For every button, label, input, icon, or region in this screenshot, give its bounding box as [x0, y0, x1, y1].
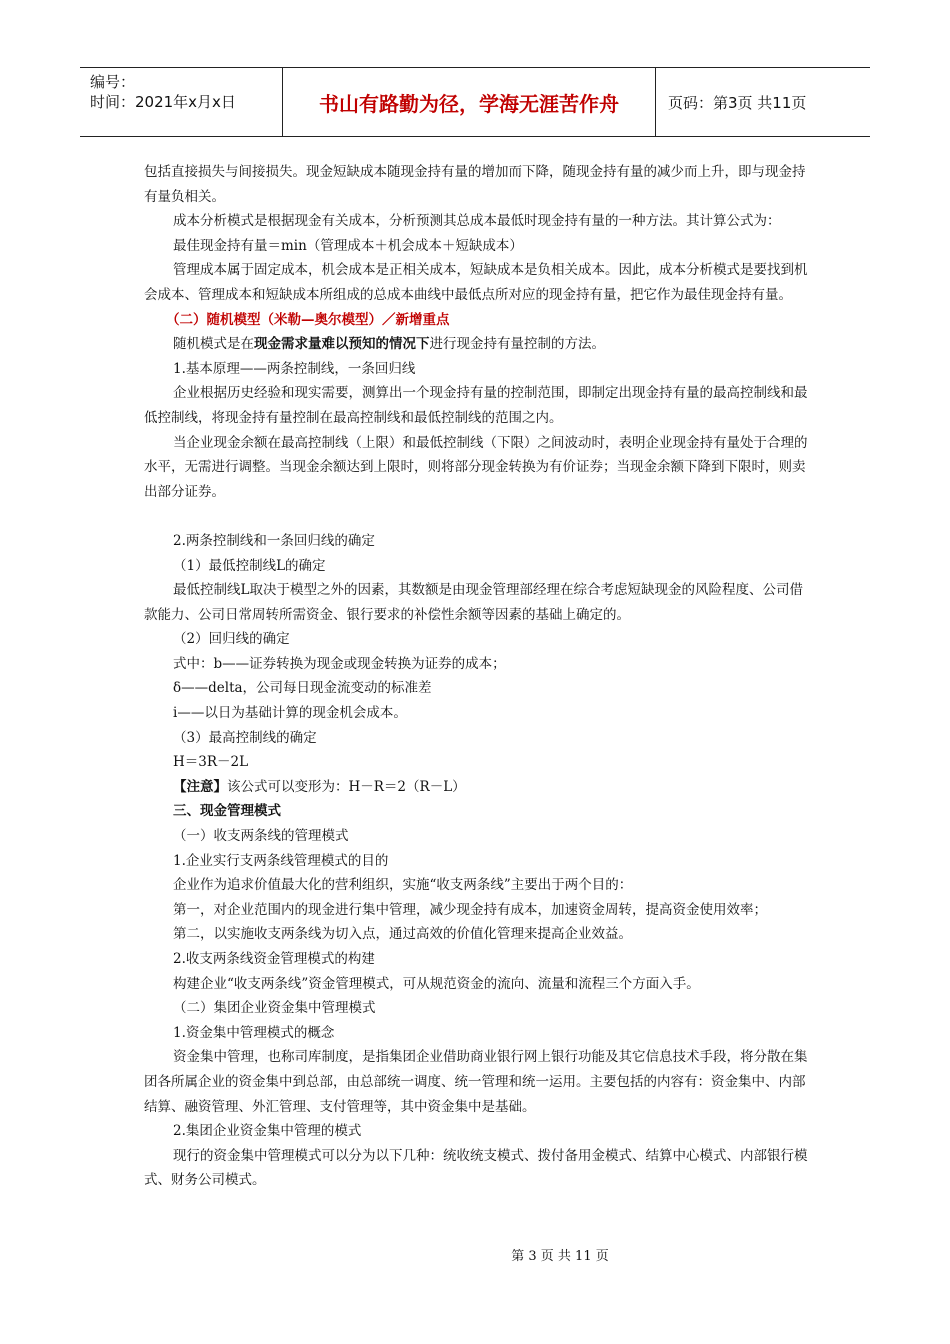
- subheading: （3）最高控制线的确定: [173, 729, 317, 746]
- document-date-label: 时间：2021年x月x日: [90, 93, 236, 111]
- formula-note: δ——delta，公司每日现金流变动的标准差: [173, 680, 432, 697]
- text-span: 随机模式是在: [173, 336, 254, 353]
- paragraph: 成本分析模式是根据现金有关成本，分析预测其总成本最低时现金持有量的一种方法。其计算公式为：: [173, 213, 781, 230]
- paragraph: 第一，对企业范围内的现金进行集中管理，减少现金持有成本，加速资金周转，提高资金使用效率；: [173, 901, 767, 918]
- note-line: [144, 775, 812, 800]
- paragraph: 现行的资金集中管理模式可以分为以下几种：统收统支模式、拨付备用金模式、结算中心模式、内部银行模式、财务公司模式。: [144, 1147, 808, 1189]
- formula-line: H＝3R－2L: [173, 754, 249, 771]
- header-motto: 书山有路勤为径，学海无涯苦作舟: [283, 68, 656, 136]
- subheading: （一）收支两条线的管理模式: [173, 828, 349, 845]
- formula-line: 最佳现金持有量＝min（管理成本＋机会成本＋短缺成本）: [173, 237, 523, 254]
- subheading: 2.集团企业资金集中管理的模式: [173, 1123, 362, 1140]
- section-heading-random-model: （二）随机模型（米勒—奥尔模型）／新增重点: [166, 311, 450, 328]
- blank-line: [144, 504, 812, 529]
- paragraph: 当企业现金余额在最高控制线（上限）和最低控制线（下限）之间波动时，表明企业现金持有量处于合理的水平，无需进行调整。当现金余额达到上限时，则将部分现金转换为有价证券；当现金余额下降到下限时，则卖出部分证券。: [144, 434, 808, 500]
- note-label: 【注意】: [173, 778, 227, 795]
- header-page-number: 页码：第3页 共11页: [668, 93, 807, 112]
- document-body: [144, 160, 812, 1193]
- subheading: （二）集团企业资金集中管理模式: [173, 1000, 376, 1017]
- section-heading-cash-management: 三、现金管理模式: [173, 803, 281, 820]
- subheading: 1.企业实行支两条线管理模式的目的: [173, 852, 389, 869]
- paragraph: 管理成本属于固定成本，机会成本是正相关成本，短缺成本是负相关成本。因此，成本分析模式是要找到机会成本、管理成本和短缺成本所组成的总成本曲线中最低点所对应的现金持有量，把它作为最佳现金持有量。: [144, 262, 808, 303]
- text-span: 该公式可以变形为：H－R＝2（R－L）: [227, 778, 466, 795]
- paragraph: 最低控制线L取决于模型之外的因素，其数额是由现金管理部经理在综合考虑短缺现金的风险程度、公司借款能力、公司日常周转所需资金、银行要求的补偿性余额等因素的基础上确定的。: [144, 582, 803, 623]
- paragraph: 资金集中管理，也称司库制度，是指集团企业借助商业银行网上银行功能及其它信息技术手段，将分散在集团各所属企业的资金集中到总部，由总部统一调度、统一管理和统一运用。主要包括的内容有：资金集中、内部结算、融资管理、外汇管理、支付管理等，其中资金集中是基础。: [144, 1049, 808, 1115]
- paragraph: 构建企业“收支两条线”资金管理模式，可从规范资金的流向、流量和流程三个方面入手。: [173, 975, 700, 992]
- emphasis-span: 现金需求量难以预知的情况下: [254, 336, 430, 353]
- paragraph: 企业作为追求价值最大化的营利组织，实施“收支两条线”主要出于两个目的：: [173, 877, 633, 894]
- formula-note: i——以日为基础计算的现金机会成本。: [173, 705, 407, 722]
- header-meta: [80, 68, 283, 136]
- paragraph: 第二，以实施收支两条线为切入点，通过高效的价值化管理来提高企业效益。: [173, 926, 632, 943]
- page-footer: 第 3 页 共 11 页: [511, 1249, 609, 1264]
- paragraph: 包括直接损失与间接损失。现金短缺成本随现金持有量的增加而下降，随现金持有量的减少而上升，即与现金持有量负相关。: [144, 164, 806, 205]
- formula-note: 式中：b——证券转换为现金或现金转换为证券的成本；: [173, 655, 506, 672]
- text-span: 进行现金持有量控制的方法。: [429, 336, 605, 353]
- subheading: （1）最低控制线L的确定: [173, 557, 326, 574]
- paragraph: 企业根据历史经验和现实需要，测算出一个现金持有量的控制范围，即制定出现金持有量的最高控制线和最低控制线，将现金持有量控制在最高控制线和最低控制线的范围之内。: [144, 385, 808, 426]
- subheading: 2.收支两条线资金管理模式的构建: [173, 951, 375, 967]
- subheading: （2）回归线的确定: [173, 631, 290, 648]
- document-number-label: 编号：: [90, 73, 136, 91]
- paragraph-random-model-definition: [144, 332, 812, 357]
- subheading: 1.基本原理——两条控制线，一条回归线: [173, 360, 416, 377]
- subheading: 2.两条控制线和一条回归线的确定: [173, 532, 375, 549]
- subheading: 1.资金集中管理模式的概念: [173, 1024, 335, 1041]
- page-header: [80, 67, 870, 137]
